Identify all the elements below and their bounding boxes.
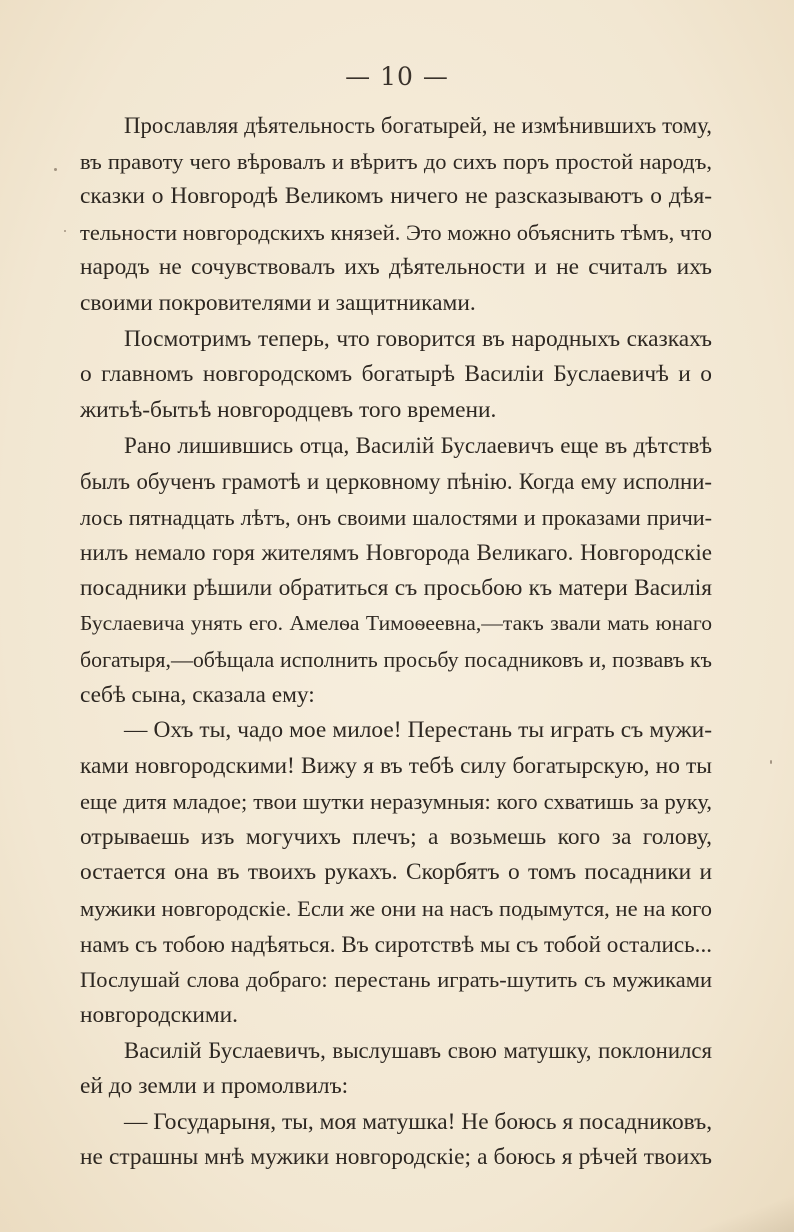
ink-speck — [64, 230, 66, 232]
text-line: о главномъ новгородскомъ богатырѣ Василіи Буслаевичѣ и о — [80, 361, 712, 388]
text-line: остается она въ твоихъ рукахъ. Скорбятъ о томъ посадники и — [80, 859, 712, 886]
text-line: — Государыня, ты, моя матушка! Не боюсь я посадниковъ, — [124, 1108, 712, 1135]
text-line: Посмотримъ теперь, что говорится въ народныхъ сказкахъ — [124, 325, 712, 352]
text-line: Послушай слова добраго: перестань играть-шутить съ мужиками — [80, 967, 712, 993]
text-line: богатыря,—обѣщала исполнить просьбу посадниковъ и, позвавъ къ — [80, 646, 712, 672]
text-line: новгородскими. — [80, 1001, 239, 1028]
text-line: мужики новгородскіе. Если же они на насъ подымутся, не на кого — [80, 896, 712, 922]
text-line: отрываешь изъ могучихъ плечъ; а возьмешь кого за голову, — [80, 823, 712, 850]
text-line: въ правоту чего вѣровалъ и вѣритъ до сихъ поръ простой народъ, — [80, 148, 712, 174]
ink-speck — [770, 760, 772, 764]
text-line: Прославляя дѣятельность богатырей, не измѣнившихъ тому, — [124, 113, 712, 138]
text-line: Василій Буслаевичъ, выслушавъ свою матушку, поклонился — [124, 1038, 712, 1064]
text-line: сказки о Новгородѣ Великомъ ничего не разсказываютъ о дѣя- — [80, 183, 712, 210]
text-line: посадники рѣшили обратиться съ просьбою къ матери Василія — [80, 574, 712, 601]
text-line: нилъ немало горя жителямъ Новгорода Великаго. Новгородскіе — [80, 539, 712, 566]
text-line: житьѣ-бытьѣ новгородцевъ того времени. — [80, 396, 497, 423]
text-line: ей до земли и промолвилъ: — [80, 1073, 349, 1100]
page-text — [80, 108, 712, 1176]
text-line: лось пятнадцать лѣтъ, онъ своими шалостями и проказами причи- — [80, 504, 712, 530]
text-line: былъ обученъ грамотѣ и церковному пѣнію. Когда ему исполни- — [80, 468, 712, 494]
text-line: своими покровителями и защитниками. — [80, 289, 476, 316]
ink-speck — [54, 168, 57, 171]
text-line: Рано лишившись отца, Василій Буслаевичъ еще въ дѣтствѣ — [124, 432, 712, 459]
text-line: еще дитя младое; твои шутки неразумныя: кого схватишь за руку, — [80, 789, 712, 815]
text-line: Буслаевича унять его. Амелѳа Тимоѳеевна,—такъ звали мать юнаго — [80, 611, 712, 636]
page-number: — 10 — — [345, 62, 449, 91]
text-line: — Охъ ты, чадо мое милое! Перестань ты играть съ мужи- — [124, 717, 712, 744]
text-line: себѣ сына, сказала ему: — [80, 681, 315, 708]
text-line: тельности новгородскихъ князей. Это можно объяснить тѣмъ, что — [80, 219, 712, 245]
text-line: не страшны мнѣ мужики новгородскіе; а боюсь я рѣчей твоихъ — [80, 1144, 712, 1171]
text-line: ками новгородскими! Вижу я въ тебѣ силу богатырскую, но ты — [80, 752, 712, 779]
text-line: народъ не сочувствовалъ ихъ дѣятельности и не считалъ ихъ — [80, 254, 712, 281]
page-corner-fold — [674, 1192, 794, 1232]
text-line: намъ съ тобою надѣяться. Въ сиротствѣ мы съ тобой остались... — [80, 930, 712, 957]
